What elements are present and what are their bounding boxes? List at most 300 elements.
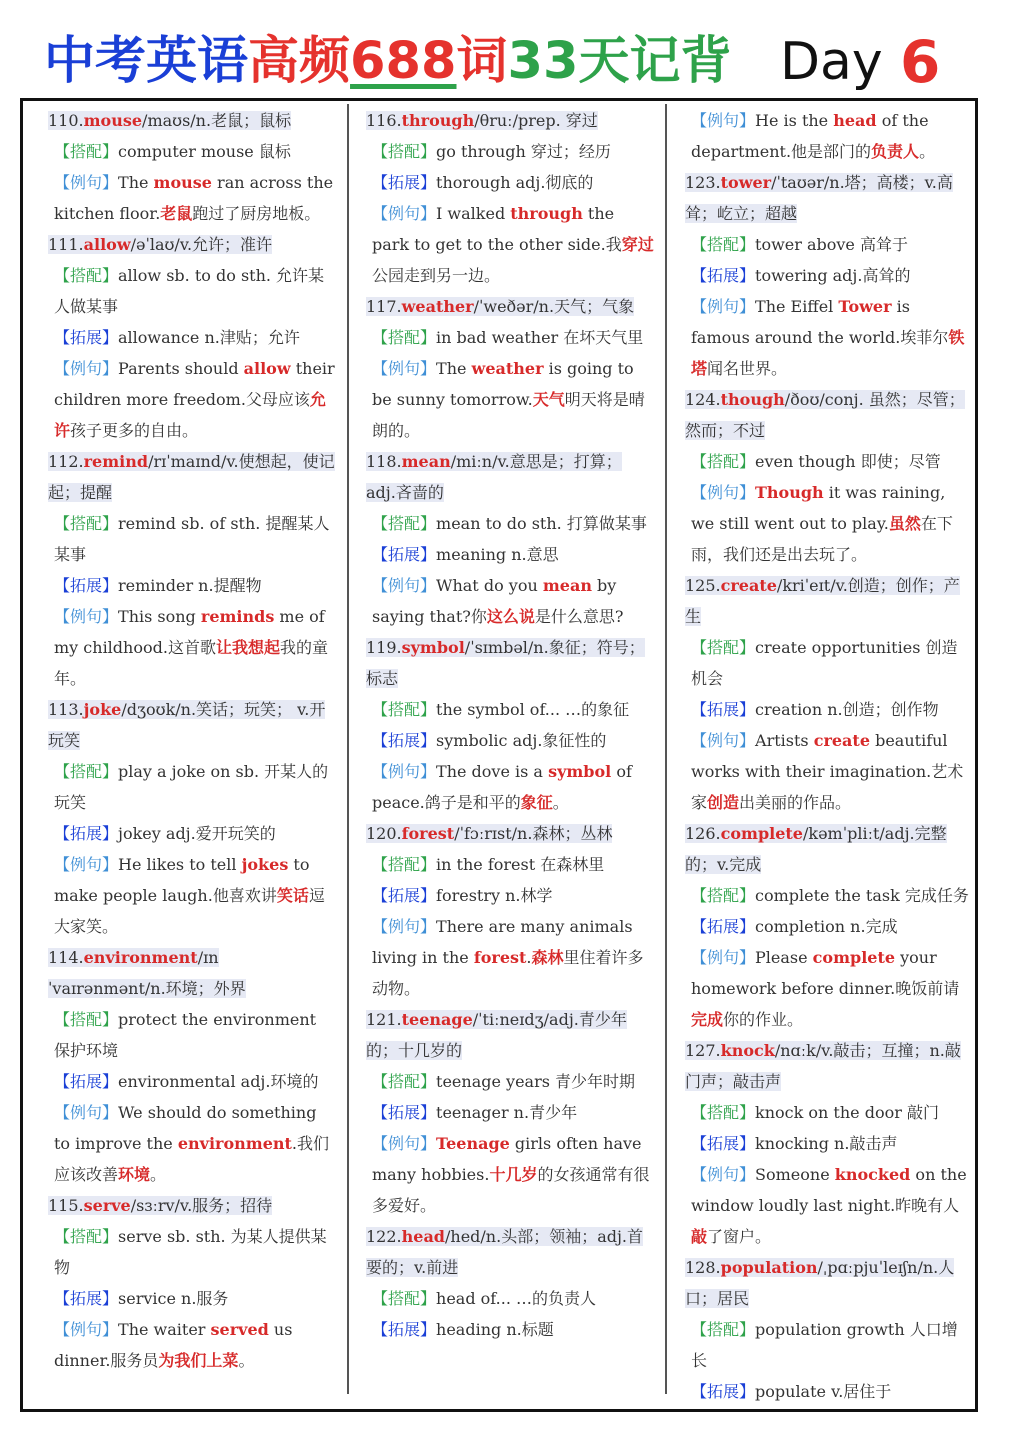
entry-header-text (685, 824, 947, 874)
extension-text: populate v.居住于 (755, 1382, 892, 1401)
example-text: Parents should (118, 359, 244, 378)
entry-header (366, 1004, 654, 1066)
extension-label: 【拓展】 (372, 173, 437, 192)
entry-number: 128. (685, 1258, 721, 1277)
example-translation-keyword: 象征 (520, 793, 553, 812)
collocation-text: population growth 人口增长 (691, 1320, 958, 1370)
entry-header (685, 167, 969, 229)
entry-number: 121. (366, 1010, 402, 1029)
title-part-3: 688 (350, 32, 457, 91)
example-text: There are many animals living in the (372, 917, 633, 967)
collocation-label: 【搭配】 (691, 1320, 756, 1339)
extension-line (685, 1376, 969, 1407)
extension-text: teenager n.青少年 (436, 1103, 578, 1122)
extension-line (685, 911, 969, 942)
entry-number: 118. (366, 452, 402, 471)
example-translation: 公园走到另一边。 (372, 266, 501, 285)
collocation-text: complete the task 完成任务 (755, 886, 969, 905)
example-label: 【例句】 (691, 731, 756, 750)
title-part-4: 词 (456, 32, 508, 91)
extension-label: 【拓展】 (691, 1382, 756, 1401)
extension-label: 【拓展】 (691, 1134, 756, 1153)
example-keyword: knocked (834, 1165, 911, 1184)
extension-label: 【拓展】 (372, 886, 437, 905)
definition: /ˈtiːneɪdʒ/adj.青少年的；十几岁的 (366, 1010, 627, 1060)
collocation-line (48, 756, 336, 818)
example-translation-keyword: 环境 (118, 1165, 151, 1184)
word-column-1 (48, 105, 336, 1376)
collocation-text: create opportunities 创造机会 (691, 638, 958, 688)
example-text: We should do something to improve the (54, 1103, 317, 1153)
example-line (48, 1097, 336, 1190)
example-text: me of my childhood.这首歌 (54, 607, 325, 657)
entry-header-text (685, 1258, 954, 1308)
collocation-label: 【搭配】 (54, 762, 119, 781)
word-entry (685, 105, 969, 167)
word-entry (685, 1035, 969, 1252)
headword: serve (83, 1196, 131, 1215)
entry-header-text (48, 452, 335, 502)
word-entry (366, 446, 654, 632)
extension-line (685, 1128, 969, 1159)
example-text: The dove is a (436, 762, 549, 781)
extension-text: allowance n.津贴；允许 (118, 328, 300, 347)
entry-number: 124. (685, 390, 721, 409)
entry-header (366, 818, 654, 849)
collocation-text: head of... …的负责人 (436, 1289, 596, 1308)
example-text: on the window loudly last night.昨晚有人 (691, 1165, 967, 1215)
extension-line (366, 539, 654, 570)
example-label: 【例句】 (691, 948, 756, 967)
entry-header-text (366, 1227, 643, 1277)
example-translation: 明天将是晴朗的。 (372, 390, 645, 440)
example-keyword: symbol (548, 762, 612, 781)
word-entry (366, 291, 654, 446)
definition: /ˈtaʊər/n.塔；高楼；v.高耸；屹立；超越 (685, 173, 953, 223)
headword: create (720, 576, 777, 595)
extension-line (48, 818, 336, 849)
example-keyword: Tower (838, 297, 892, 316)
example-translation: 。 (919, 142, 936, 161)
example-label: 【例句】 (54, 607, 119, 626)
extension-text: service n.服务 (118, 1289, 229, 1308)
collocation-text: protect the environment 保护环境 (54, 1010, 317, 1060)
entry-header-text (48, 1196, 272, 1215)
collocation-label: 【搭配】 (372, 1289, 437, 1308)
example-text: is going to be sunny tomorrow. (372, 359, 634, 409)
example-label: 【例句】 (372, 359, 437, 378)
word-entry (366, 105, 654, 291)
definition: /θruː/prep. 穿过 (474, 111, 598, 130)
example-text: your homework before dinner.晚饭前请 (691, 948, 960, 998)
example-translation-keyword: 穿过 (621, 235, 654, 254)
example-keyword: served (210, 1320, 269, 1339)
day-label: Day (780, 32, 883, 92)
entry-number: 123. (685, 173, 721, 192)
example-line (366, 198, 654, 291)
definition: /hed/n.头部；领袖；adj.首要的；v.前进 (366, 1227, 644, 1277)
collocation-line (366, 694, 654, 725)
headword: symbol (401, 638, 465, 657)
extension-line (685, 260, 969, 291)
headword: joke (83, 700, 122, 719)
example-line (48, 1314, 336, 1376)
collocation-label: 【搭配】 (691, 1103, 756, 1122)
example-label: 【例句】 (54, 1320, 119, 1339)
example-translation: 在下雨，我们还是出去玩了。 (691, 514, 953, 564)
example-translation-keyword: 为我们上菜 (158, 1351, 239, 1370)
entry-header-text (366, 111, 598, 130)
example-keyword: jokes (241, 855, 289, 874)
example-label: 【例句】 (691, 297, 756, 316)
collocation-text: in bad weather 在坏天气里 (436, 328, 644, 347)
word-entry (48, 229, 336, 446)
definition: /ðoʊ/conj. 虽然；尽管；然而；不过 (685, 390, 965, 440)
word-entry (685, 384, 969, 570)
extension-text: reminder n.提醒物 (118, 576, 262, 595)
word-entry (48, 446, 336, 694)
collocation-label: 【搭配】 (372, 142, 437, 161)
collocation-line (48, 260, 336, 322)
collocation-line (685, 446, 969, 477)
example-translation: 闻名世界。 (707, 359, 788, 378)
page-title (44, 22, 732, 102)
example-text: girls often have many hobbies. (372, 1134, 642, 1184)
example-line (48, 353, 336, 446)
headword: mean (401, 452, 451, 471)
headword: mouse (83, 111, 143, 130)
collocation-text: go through 穿过；经历 (436, 142, 611, 161)
entry-header-text (48, 700, 325, 750)
example-translation: 孩子更多的自由。 (70, 421, 199, 440)
extension-text: creation n.创造；创作物 (755, 700, 939, 719)
example-text: Someone (755, 1165, 835, 1184)
example-text: He is the (755, 111, 834, 130)
example-text: .我们应该改善 (54, 1134, 329, 1184)
example-keyword: through (510, 204, 583, 223)
example-line (48, 849, 336, 942)
title-part-2: 高频 (248, 32, 351, 91)
extension-label: 【拓展】 (372, 545, 437, 564)
entry-header-text (48, 948, 246, 998)
extension-label: 【拓展】 (691, 266, 756, 285)
extension-text: heading n.标题 (436, 1320, 554, 1339)
entry-header-text (48, 111, 291, 130)
collocation-text: teenage years 青少年时期 (436, 1072, 636, 1091)
definition: /əˈlaʊ/v.允许；准许 (130, 235, 273, 254)
example-line (366, 1128, 654, 1221)
collocation-label: 【搭配】 (54, 514, 119, 533)
example-translation-keyword: 敲 (691, 1227, 708, 1246)
entry-header-text (366, 1010, 627, 1060)
word-entry (685, 1252, 969, 1407)
entry-number: 125. (685, 576, 721, 595)
entry-header-text (685, 390, 965, 440)
entry-number: 127. (685, 1041, 721, 1060)
entry-header-text (366, 824, 612, 843)
extension-line (366, 1314, 654, 1345)
collocation-line (685, 880, 969, 911)
collocation-label: 【搭配】 (691, 638, 756, 657)
collocation-line (48, 508, 336, 570)
collocation-text: tower above 高耸于 (755, 235, 908, 254)
extension-text: forestry n.林学 (436, 886, 553, 905)
extension-line (366, 1097, 654, 1128)
example-keyword: mean (542, 576, 592, 595)
extension-text: jokey adj.爱开玩笑的 (118, 824, 276, 843)
collocation-label: 【搭配】 (691, 886, 756, 905)
example-keyword: mouse (153, 173, 212, 192)
word-entry (366, 1004, 654, 1221)
entry-number: 117. (366, 297, 402, 316)
example-text: is famous around the world.埃菲尔 (691, 297, 949, 347)
extension-label: 【拓展】 (691, 700, 756, 719)
example-line (48, 601, 336, 694)
example-keyword: weather (471, 359, 544, 378)
example-translation-keyword: 负责人 (871, 142, 920, 161)
example-label: 【例句】 (54, 855, 119, 874)
extension-line (366, 880, 654, 911)
collocation-line (366, 322, 654, 353)
example-label: 【例句】 (691, 483, 756, 502)
definition: /kəmˈpliːt/adj.完整的；v.完成 (685, 824, 947, 874)
example-translation: 。 (238, 1351, 255, 1370)
example-label: 【例句】 (372, 917, 437, 936)
example-text: Please (755, 948, 813, 967)
example-text: the park to get to the other side.我 (372, 204, 622, 254)
example-translation-keyword: 创造 (707, 793, 740, 812)
extension-text: symbolic adj.象征性的 (436, 731, 607, 750)
example-text: The Eiffel (755, 297, 839, 316)
collocation-label: 【搭配】 (372, 514, 437, 533)
extension-label: 【拓展】 (372, 1320, 437, 1339)
definition: /dʒoʊk/n.笑话；玩笑； v.开玩笑 (48, 700, 326, 750)
entry-header (366, 446, 654, 508)
extension-label: 【拓展】 (54, 1289, 119, 1308)
entry-number: 113. (48, 700, 84, 719)
definition: /kriˈeɪt/v.创造；创作；产生 (685, 576, 960, 626)
example-translation-keyword: 让我想起 (215, 638, 280, 657)
word-entry (685, 167, 969, 384)
example-text: it was raining, we still went out to play. (691, 483, 946, 533)
example-text: What do you (436, 576, 543, 595)
extension-line (48, 570, 336, 601)
extension-label: 【拓展】 (54, 576, 119, 595)
collocation-line (685, 1097, 969, 1128)
example-text: of peace.鸽子是和平的 (372, 762, 632, 812)
headword: through (401, 111, 475, 130)
example-text: Artists (755, 731, 814, 750)
headword: complete (720, 824, 803, 843)
example-translation: 出美丽的作品。 (739, 793, 852, 812)
collocation-label: 【搭配】 (691, 452, 756, 471)
entry-header-text (366, 297, 634, 316)
definition: /ˈfɔːrɪst/n.森林；丛林 (454, 824, 613, 843)
column-divider (665, 104, 667, 1394)
example-keyword: reminds (200, 607, 275, 626)
extension-line (685, 694, 969, 725)
example-translation: 我的童年。 (54, 638, 328, 688)
collocation-line (366, 1283, 654, 1314)
entry-header (48, 942, 336, 1004)
entry-header (48, 694, 336, 756)
headword: tower (720, 173, 772, 192)
example-label: 【例句】 (54, 173, 119, 192)
example-label: 【例句】 (691, 111, 756, 130)
entry-header-text (685, 1041, 961, 1091)
example-line (366, 570, 654, 632)
example-translation-keyword: 天气 (532, 390, 565, 409)
example-text: This song (118, 607, 201, 626)
entry-header-text (366, 452, 622, 502)
collocation-text: allow sb. to do sth. 允许某人做某事 (54, 266, 325, 316)
collocation-text: play a joke on sb. 开某人的玩笑 (54, 762, 329, 812)
day-number: 6 (900, 28, 941, 96)
extension-label: 【拓展】 (372, 731, 437, 750)
entry-header-text (685, 173, 953, 223)
collocation-label: 【搭配】 (372, 328, 437, 347)
entry-header-text (685, 576, 960, 626)
collocation-label: 【搭配】 (54, 142, 119, 161)
headword: head (401, 1227, 445, 1246)
entry-header (48, 105, 336, 136)
entry-number: 110. (48, 111, 84, 130)
example-translation-keyword: 笑话 (276, 886, 309, 905)
collocation-line (366, 1066, 654, 1097)
entry-header (685, 1035, 969, 1097)
collocation-line (366, 508, 654, 539)
title-part-5: 33天记背 (507, 32, 732, 91)
collocation-label: 【搭配】 (54, 1010, 119, 1029)
definition: /rɪˈmaɪnd/v.使想起，使记起；提醒 (48, 452, 335, 502)
example-line (685, 105, 969, 167)
word-entry (366, 632, 654, 818)
example-translation: 。 (150, 1165, 167, 1184)
example-text: beautiful works with their imagination.艺术家 (691, 731, 964, 812)
example-label: 【例句】 (372, 204, 437, 223)
entry-number: 122. (366, 1227, 402, 1246)
definition: /ˈsɪmbəl/n.象征；符号；标志 (366, 638, 645, 688)
word-entry (366, 1221, 654, 1345)
example-label: 【例句】 (372, 1134, 437, 1153)
entry-number: 116. (366, 111, 402, 130)
example-line (685, 942, 969, 1035)
example-translation-keyword: 完成 (691, 1010, 724, 1029)
entry-number: 115. (48, 1196, 84, 1215)
extension-line (48, 1066, 336, 1097)
example-translation: 了窗户。 (707, 1227, 772, 1246)
collocation-label: 【搭配】 (54, 266, 119, 285)
entry-header (366, 1221, 654, 1283)
example-translation: 是什么意思? (534, 607, 624, 626)
entry-header (48, 446, 336, 508)
collocation-label: 【搭配】 (372, 855, 437, 874)
example-line (366, 911, 654, 1004)
example-translation: 你的作业。 (723, 1010, 804, 1029)
example-keyword: Though (755, 483, 824, 502)
extension-label: 【拓展】 (54, 1072, 119, 1091)
headword: knock (720, 1041, 775, 1060)
example-translation: 里住着许多动物。 (372, 948, 644, 998)
entry-number: 114. (48, 948, 84, 967)
entry-number: 120. (366, 824, 402, 843)
example-label: 【例句】 (372, 762, 437, 781)
word-entry (48, 942, 336, 1190)
extension-text: thorough adj.彻底的 (436, 173, 594, 192)
definition: /miːn/v.意思是；打算； adj.吝啬的 (366, 452, 622, 502)
collocation-line (685, 1314, 969, 1376)
example-keyword: head (833, 111, 877, 130)
word-entry (48, 105, 336, 229)
example-translation-keyword: 这么说 (486, 607, 535, 626)
example-label: 【例句】 (372, 576, 437, 595)
word-column-2 (366, 105, 654, 1345)
collocation-text: remind sb. of sth. 提醒某人某事 (54, 514, 330, 564)
collocation-line (366, 136, 654, 167)
example-line (685, 725, 969, 818)
extension-text: meaning n.意思 (436, 545, 559, 564)
example-translation: 的女孩通常有很多爱好。 (372, 1165, 650, 1215)
example-text: of the department.他是部门的 (691, 111, 929, 161)
example-translation-keyword: 允许 (54, 390, 326, 440)
entry-header-text (366, 638, 645, 688)
headword: teenage (401, 1010, 473, 1029)
example-line (366, 353, 654, 446)
extension-text: completion n.完成 (755, 917, 898, 936)
collocation-label: 【搭配】 (372, 1072, 437, 1091)
example-label: 【例句】 (691, 1165, 756, 1184)
collocation-text: serve sb. sth. 为某人提供某物 (54, 1227, 327, 1277)
example-translation-keyword: 老鼠 (160, 204, 193, 223)
word-entry (685, 818, 969, 1035)
example-text: ran across the kitchen floor. (54, 173, 334, 223)
word-column-3 (685, 105, 969, 1407)
extension-line (48, 1283, 336, 1314)
definition: /maʊs/n.老鼠；鼠标 (142, 111, 292, 130)
headword: though (720, 390, 785, 409)
example-translation-keyword: 铁塔 (691, 328, 965, 378)
example-line (366, 756, 654, 818)
example-text: by saying that?你 (372, 576, 617, 626)
entry-number: 112. (48, 452, 84, 471)
entry-header (48, 1190, 336, 1221)
collocation-line (48, 1004, 336, 1066)
extension-label: 【拓展】 (691, 917, 756, 936)
definition: /ɪnˈvaɪrənmənt/n.环境；外界 (48, 948, 246, 998)
example-text: to make people laugh.他喜欢讲 (54, 855, 310, 905)
example-text: . (526, 948, 532, 967)
collocation-text: computer mouse 鼠标 (118, 142, 291, 161)
extension-line (48, 322, 336, 353)
headword: population (720, 1258, 818, 1277)
example-keyword: Teenage (436, 1134, 510, 1153)
definition: /nɑːk/v.敲击；互撞；n.敲门声；敲击声 (685, 1041, 961, 1091)
example-translation-keyword: 森林 (531, 948, 564, 967)
example-line (48, 167, 336, 229)
example-line (685, 477, 969, 570)
example-text: The waiter (118, 1320, 211, 1339)
headword: allow (83, 235, 131, 254)
collocation-label: 【搭配】 (54, 1227, 119, 1246)
entry-header (366, 105, 654, 136)
entry-number: 111. (48, 235, 84, 254)
extension-text: towering adj.高耸的 (755, 266, 911, 285)
title-part-1: 中考英语 (44, 32, 249, 91)
headword: weather (401, 297, 474, 316)
definition: /ˈweðər/n.天气；气象 (473, 297, 635, 316)
example-text: I walked (436, 204, 511, 223)
extension-text: environmental adj.环境的 (118, 1072, 319, 1091)
